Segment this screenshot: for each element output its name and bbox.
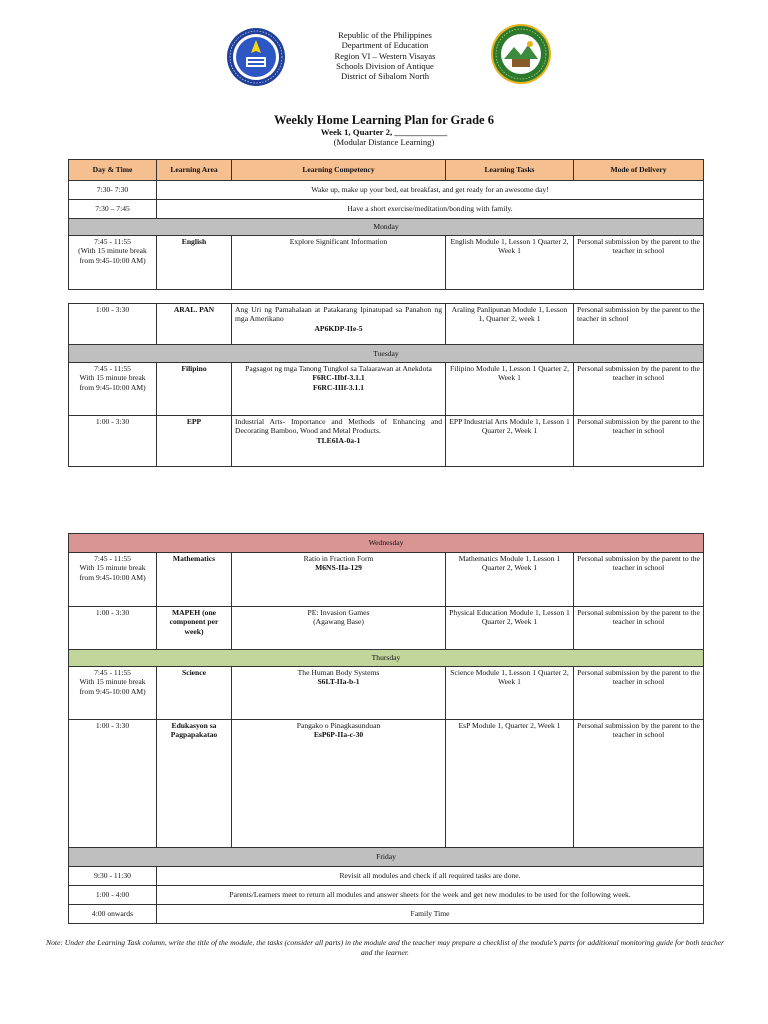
- fri-revisit-text: Revisit all modules and check if all required tasks are done.: [157, 867, 704, 886]
- modality-line: (Modular Distance Learning): [333, 137, 435, 147]
- deped-seal-icon: [226, 27, 286, 87]
- mon-english-area: English: [157, 236, 232, 290]
- mon-aralpan-competency: [232, 304, 446, 345]
- fri-return-time: 1:00 - 4:00: [69, 886, 157, 905]
- row-wake-time: 7:30- 7:30: [69, 181, 157, 200]
- tue-filipino-competency: [232, 363, 446, 416]
- table-row: [69, 200, 704, 219]
- plan-table-1: [68, 159, 704, 290]
- competency-code-1: F6RC-IIbf-3.1.1: [312, 373, 365, 383]
- col-header-learning-competency: Learning Competency: [232, 160, 446, 181]
- thu-esp-tasks: EsP Module 1, Quarter 2, Week 1: [446, 720, 574, 848]
- competency-text: Ang Uri ng Pamahalaan at Patakarang Ipinatupad sa Panahon ng mga Amerikano: [235, 305, 442, 324]
- time-value: 7:45 - 11:55: [94, 554, 131, 563]
- thu-esp-area: Edukasyon sa Pagpapakatao: [157, 720, 232, 848]
- table-row: [69, 416, 704, 467]
- time-value: 7:45 - 11:55: [94, 364, 131, 373]
- tue-filipino-tasks: Filipino Module 1, Lesson 1 Quarter 2, Week 1: [446, 363, 574, 416]
- table-row: [69, 905, 704, 924]
- header-line-3: Region VI – Western Visayas: [334, 50, 436, 61]
- tue-epp-area: EPP: [157, 416, 232, 467]
- col-header-mode-of-delivery: Mode of Delivery: [574, 160, 704, 181]
- time-value: 7:45 - 11:55: [94, 237, 131, 246]
- tue-epp-time: 1:00 - 3:30: [69, 416, 157, 467]
- tue-epp-competency: [232, 416, 446, 467]
- table-row: [69, 886, 704, 905]
- wed-mapeh-time: 1:00 - 3:30: [69, 607, 157, 650]
- plan-table-2: [68, 303, 704, 467]
- competency-code: S6LT-IIa-b-1: [317, 677, 360, 687]
- competency-subtext: (Agawang Base): [313, 617, 364, 627]
- tue-filipino-delivery: Personal submission by the parent to the teacher in school: [574, 363, 704, 416]
- mon-english-competency: Explore Significant Information: [232, 236, 446, 290]
- tue-filipino-time: [69, 363, 157, 416]
- thu-esp-delivery: Personal submission by the parent to the teacher in school: [574, 720, 704, 848]
- time-note: With 15 minute break from 9:45-10:00 AM): [79, 373, 146, 392]
- competency-text: The Human Body Systems: [297, 668, 380, 677]
- header-line-2: Department of Education: [341, 40, 429, 51]
- wed-math-delivery: Personal submission by the parent to the teacher in school: [574, 553, 704, 607]
- fri-return-text: Parents/Learners meet to return all modules and answer sheets for the week and get new modules to be used for the following week.: [157, 886, 704, 905]
- deped-seal-logo: [226, 27, 286, 87]
- mon-english-delivery: Personal submission by the parent to the teacher in school: [574, 236, 704, 290]
- header-line-1: Republic of the Philippines: [338, 30, 432, 40]
- table-row: [69, 667, 704, 720]
- mon-aralpan-time: 1:00 - 3:30: [69, 304, 157, 345]
- footer-note: Note: Under the Learning Task column, write the title of the module, the tasks (consider all parts) in the module and the teacher may prepare a checklist of the module’s parts for additional monitoring guide for both teacher and the learner.: [46, 938, 724, 957]
- wed-mapeh-competency: [232, 607, 446, 650]
- competency-text: Pangako o Pinagkasunduan: [296, 721, 381, 730]
- competency-text: Pagsagot ng mga Tanong Tungkol sa Talaarawan at Anekdota: [245, 364, 432, 373]
- day-label-monday: Monday: [69, 219, 704, 236]
- mon-english-time: [69, 236, 157, 290]
- fri-revisit-time: 9:30 - 11:30: [69, 867, 157, 886]
- competency-code: EsP6P-IIa-c-30: [313, 730, 364, 740]
- wed-math-time: [69, 553, 157, 607]
- tue-epp-delivery: Personal submission by the parent to the teacher in school: [574, 416, 704, 467]
- thu-science-time: [69, 667, 157, 720]
- wed-math-tasks: Mathematics Module 1, Lesson 1 Quarter 2, Week 1: [446, 553, 574, 607]
- mon-aralpan-area: ARAL. PAN: [157, 304, 232, 345]
- row-exercise-text: Have a short exercise/meditation/bonding with family.: [157, 200, 704, 219]
- competency-code-2: F6RC-IIIf-3.1.1: [312, 382, 365, 392]
- school-seal-icon: [490, 23, 552, 85]
- wed-math-area: Mathematics: [157, 553, 232, 607]
- table-row: [69, 236, 704, 290]
- competency-code: TLE6IA-0a-1: [316, 435, 361, 445]
- col-header-learning-area: Learning Area: [157, 160, 232, 181]
- wed-math-competency: [232, 553, 446, 607]
- family-time-text: Family Time: [157, 905, 704, 924]
- table-row: [69, 607, 704, 650]
- table-row: [69, 304, 704, 345]
- day-label-tuesday: Tuesday: [69, 345, 704, 363]
- competency-code: M6NS-IIa-129: [315, 563, 362, 573]
- row-exercise-time: 7:30 – 7:45: [69, 200, 157, 219]
- page-title: Weekly Home Learning Plan for Grade 6: [274, 113, 494, 127]
- day-label-wednesday: Wednesday: [69, 534, 704, 553]
- competency-text: PE: Invasion Games: [307, 608, 370, 617]
- time-note: (With 15 minute break from 9:45-10:00 AM): [78, 246, 147, 265]
- thu-science-area: Science: [157, 667, 232, 720]
- thu-science-tasks: Science Module 1, Lesson 1 Quarter 2, Week 1: [446, 667, 574, 720]
- table-row: [69, 720, 704, 848]
- table-row: [69, 181, 704, 200]
- thu-esp-time: 1:00 - 3:30: [69, 720, 157, 848]
- time-value: 7:45 - 11:55: [94, 668, 131, 677]
- competency-code: AP6KDP-IIe-5: [314, 323, 363, 333]
- day-label-thursday: Thursday: [69, 650, 704, 667]
- page-subtitle: Week 1, Quarter 2, ____________: [320, 127, 448, 137]
- header-line-4: Schools Division of Antique: [336, 60, 434, 71]
- table-row: [69, 867, 704, 886]
- competency-text: Industrial Arts- Importance and Methods of Enhancing and Decorating Bamboo, Wood and Metal Products.: [235, 417, 442, 436]
- col-header-learning-tasks: Learning Tasks: [446, 160, 574, 181]
- family-time-time: 4:00 onwards: [69, 905, 157, 924]
- col-header-day-time: Day & Time: [69, 160, 157, 181]
- row-wake-text: Wake up, make up your bed, eat breakfast, and get ready for an awesome day!: [157, 181, 704, 200]
- plan-table-3: [68, 533, 704, 924]
- wed-mapeh-tasks: Physical Education Module 1, Lesson 1 Quarter 2, Week 1: [446, 607, 574, 650]
- mon-aralpan-tasks: Araling Panlipunan Module 1, Lesson 1, Quarter 2, week 1: [446, 304, 574, 345]
- school-seal-logo: [490, 23, 552, 85]
- table-row: [69, 553, 704, 607]
- tue-epp-tasks: EPP Industrial Arts Module 1, Lesson 1 Quarter 2, Week 1: [446, 416, 574, 467]
- thu-science-competency: [232, 667, 446, 720]
- thu-esp-competency: [232, 720, 446, 848]
- competency-text: Ratio in Fraction Form: [303, 554, 374, 563]
- mon-english-tasks: English Module 1, Lesson 1 Quarter 2, Week 1: [446, 236, 574, 290]
- wed-mapeh-area: MAPEH (one component per week): [157, 607, 232, 650]
- table-row: [69, 363, 704, 416]
- agency-header: [300, 30, 470, 81]
- time-note: With 15 minute break from 9:45-10:00 AM): [79, 677, 146, 696]
- wed-mapeh-delivery: Personal submission by the parent to the teacher in school: [574, 607, 704, 650]
- mon-aralpan-delivery: Personal submission by the parent to the teacher in school: [574, 304, 704, 345]
- header-line-5: District of Sibalom North: [340, 71, 430, 82]
- day-label-friday: Friday: [69, 848, 704, 867]
- tue-filipino-area: Filipino: [157, 363, 232, 416]
- time-note: With 15 minute break from 9:45-10:00 AM): [79, 563, 146, 582]
- thu-science-delivery: Personal submission by the parent to the teacher in school: [574, 667, 704, 720]
